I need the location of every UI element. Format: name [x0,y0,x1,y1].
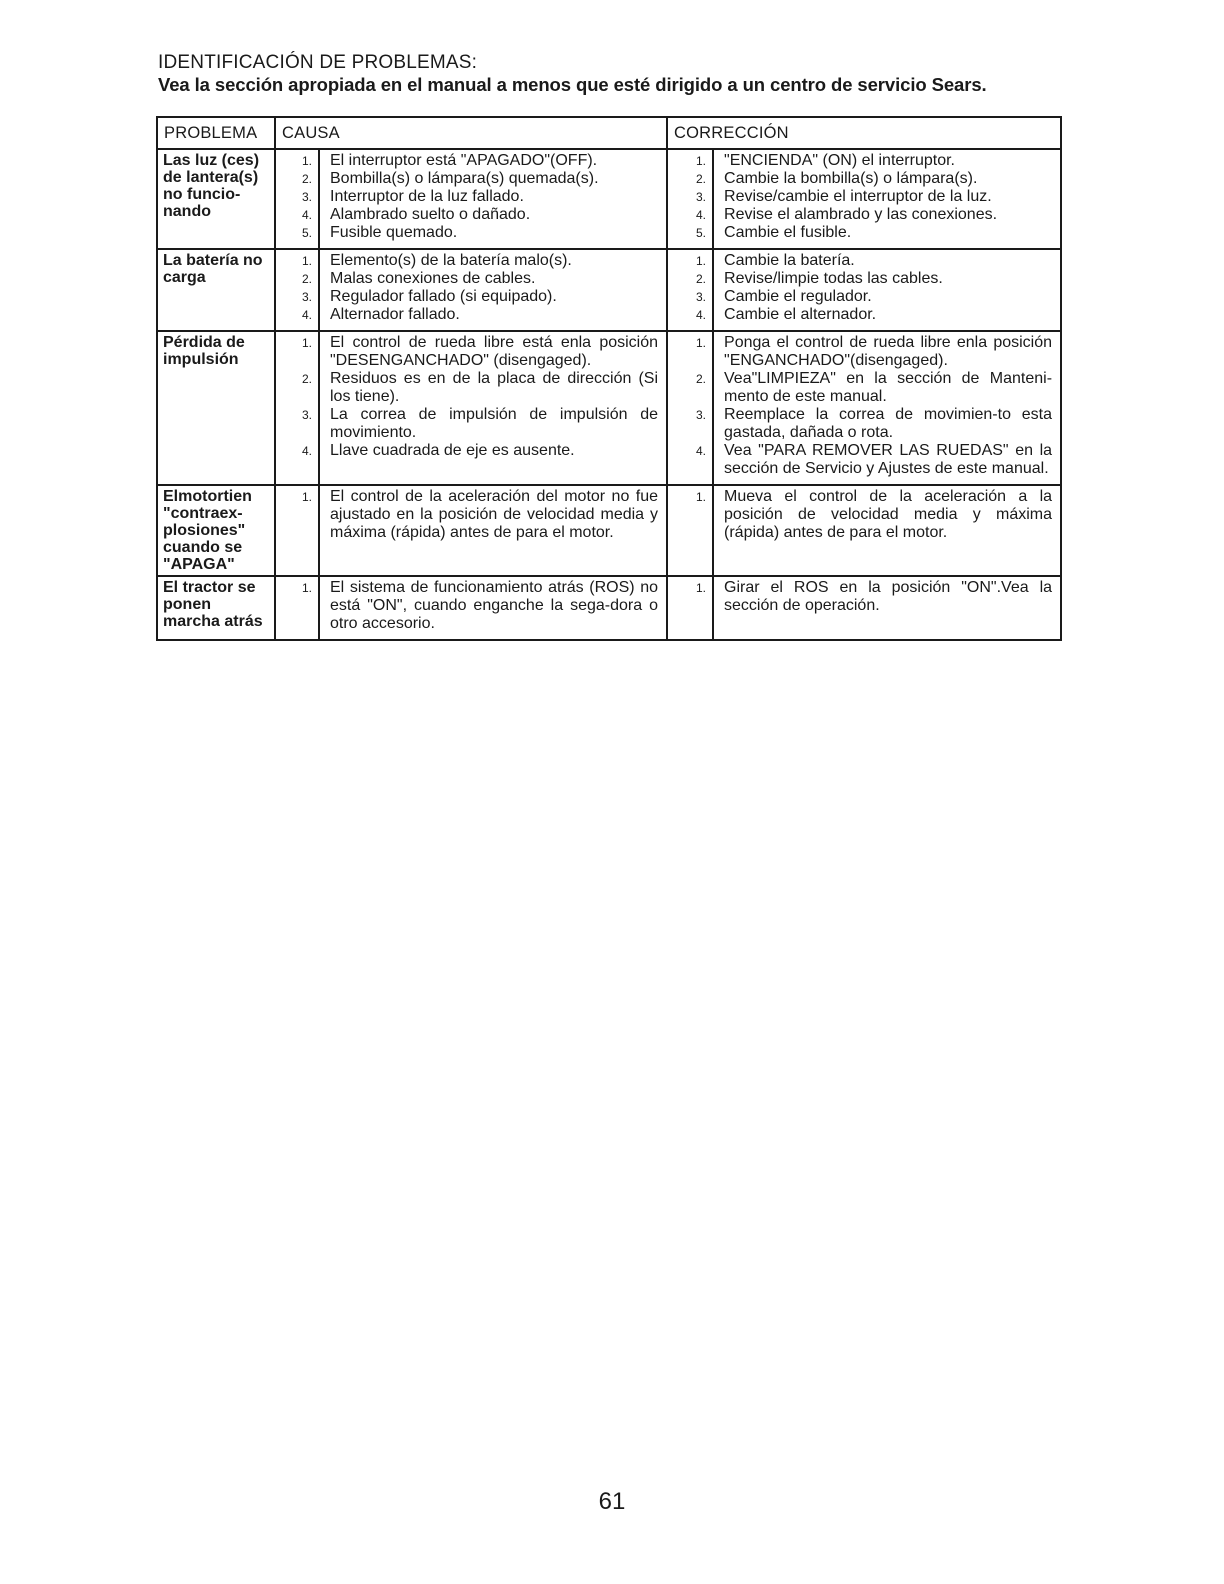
table-row [157,249,1061,331]
correction-item: Revise/limpie todas las cables. [724,270,943,287]
cause-text [319,149,667,249]
cause-text [319,249,667,331]
correction-item-number: 1. [696,254,707,268]
correction-item-number: 1. [696,154,707,168]
correction-item-number: 4. [696,308,707,322]
correction-text [713,249,1061,331]
correction-item: Revise/cambie el interruptor de la luz. [724,188,992,205]
cause-item: Alambrado suelto o dañado. [330,206,531,223]
cause-item: Residuos es en de la placa de dirección (Si los tiene). [330,370,659,405]
cause-item: Regulador fallado (si equipado). [330,288,557,305]
problem-cell: La batería no carga [157,249,275,331]
section-title: IDENTIFICACIÓN DE PROBLEMAS: [158,52,478,73]
cause-item-number: 1. [301,254,312,268]
header-cause: CAUSA [275,117,667,149]
cause-item-number: 1. [301,154,312,168]
problem-cell: Elmotortien "contraex-plosiones" cuando se "APAGA" [157,485,275,576]
correction-item-number: 3. [696,408,707,422]
correction-item: Vea"LIMPIEZA" en la sección de Manteni-mento de este manual. [724,370,1053,405]
cause-item: La correa de impulsión de impulsión de movimiento. [330,406,659,441]
cause-item: Elemento(s) de la batería malo(s). [330,252,572,269]
cause-numbers [275,331,319,485]
table-header-row [157,117,1061,149]
problem-cell: Pérdida de impulsión [157,331,275,485]
cause-text [319,576,667,640]
cause-item-number: 3. [301,408,312,422]
correction-item: Reemplace la correa de movimien-to esta gastada, dañada o rota. [724,406,1053,441]
cause-item: El sistema de funcionamiento atrás (ROS) no está "ON", cuando enganche la sega-dora o otro accesorio. [330,579,659,632]
cause-item-number: 2. [301,272,312,286]
correction-item: Ponga el control de rueda libre enla posición "ENGANCHADO"(disengaged). [724,334,1053,369]
correction-item: Girar el ROS en la posición "ON".Vea la sección de operación. [724,579,1053,614]
cause-item: Bombilla(s) o lámpara(s) quemada(s). [330,170,599,187]
correction-item: Cambie el fusible. [724,224,852,241]
cause-item-number: 2. [301,172,312,186]
header-problem: PROBLEMA [157,117,275,149]
correction-numbers [667,485,713,576]
cause-item: El interruptor está "APAGADO"(OFF). [330,152,598,169]
correction-item-number: 3. [696,290,707,304]
correction-item-number: 2. [696,372,707,386]
correction-item: Cambie la bombilla(s) o lámpara(s). [724,170,978,187]
correction-item: Revise el alambrado y las conexiones. [724,206,998,223]
cause-item-number: 4. [301,308,312,322]
correction-item-number: 2. [696,272,707,286]
correction-item-number: 4. [696,208,707,222]
cause-item: Interruptor de la luz fallado. [330,188,524,205]
cause-item: El control de la aceleración del motor no fue ajustado en la posición de velocidad media y máxima (rápida) antes de para el motor. [330,488,659,541]
correction-item-number: 3. [696,190,707,204]
correction-item-number: 1. [696,336,707,350]
cause-text [319,485,667,576]
correction-item-number: 2. [696,172,707,186]
cause-item-number: 5. [301,226,312,240]
problem-cell: Las luz (ces) de lantera(s) no funcio-nando [157,149,275,249]
correction-numbers [667,249,713,331]
correction-item: Cambie el regulador. [724,288,872,305]
cause-item-number: 3. [301,290,312,304]
cause-item-number: 1. [301,581,312,595]
correction-item: Vea "PARA REMOVER LAS RUEDAS" en la sección de Servicio y Ajustes de este manual. [724,442,1053,477]
page-number: 61 [598,1488,626,1515]
cause-numbers [275,149,319,249]
problem-cell: El tractor se ponen marcha atrás [157,576,275,640]
cause-item-number: 4. [301,444,312,458]
cause-item: Alternador fallado. [330,306,460,323]
correction-numbers [667,576,713,640]
correction-numbers [667,331,713,485]
header-correction: CORRECCIÓN [667,117,1061,149]
cause-item-number: 1. [301,336,312,350]
table-row [157,576,1061,640]
cause-item-number: 1. [301,490,312,504]
correction-text [713,485,1061,576]
cause-item-number: 4. [301,208,312,222]
cause-numbers [275,249,319,331]
correction-item-number: 5. [696,226,707,240]
correction-numbers [667,149,713,249]
section-subtitle: Vea la sección apropiada en el manual a menos que esté dirigido a un centro de servicio Sears. [158,74,987,95]
troubleshooting-table [156,116,1062,641]
correction-item-number: 1. [696,490,707,504]
cause-item-number: 3. [301,190,312,204]
table-row [157,485,1061,576]
cause-item: Malas conexiones de cables. [330,270,536,287]
cause-item: Llave cuadrada de eje es ausente. [330,442,575,459]
correction-item: Cambie la batería. [724,252,855,269]
correction-item-number: 1. [696,581,707,595]
cause-text [319,331,667,485]
cause-numbers [275,576,319,640]
cause-numbers [275,485,319,576]
correction-item: Cambie el alternador. [724,306,877,323]
correction-text [713,331,1061,485]
cause-item-number: 2. [301,372,312,386]
cause-item: El control de rueda libre está enla posición "DESENGANCHADO" (disengaged). [330,334,659,369]
correction-text [713,149,1061,249]
correction-item: "ENCIENDA" (ON) el interruptor. [724,152,955,169]
correction-text [713,576,1061,640]
table-row [157,149,1061,249]
correction-item: Mueva el control de la aceleración a la posición de velocidad media y máxima (rápida) antes de para el motor. [724,488,1053,541]
cause-item: Fusible quemado. [330,224,458,241]
page-heading [158,52,1068,96]
correction-item-number: 4. [696,444,707,458]
table-row [157,331,1061,485]
